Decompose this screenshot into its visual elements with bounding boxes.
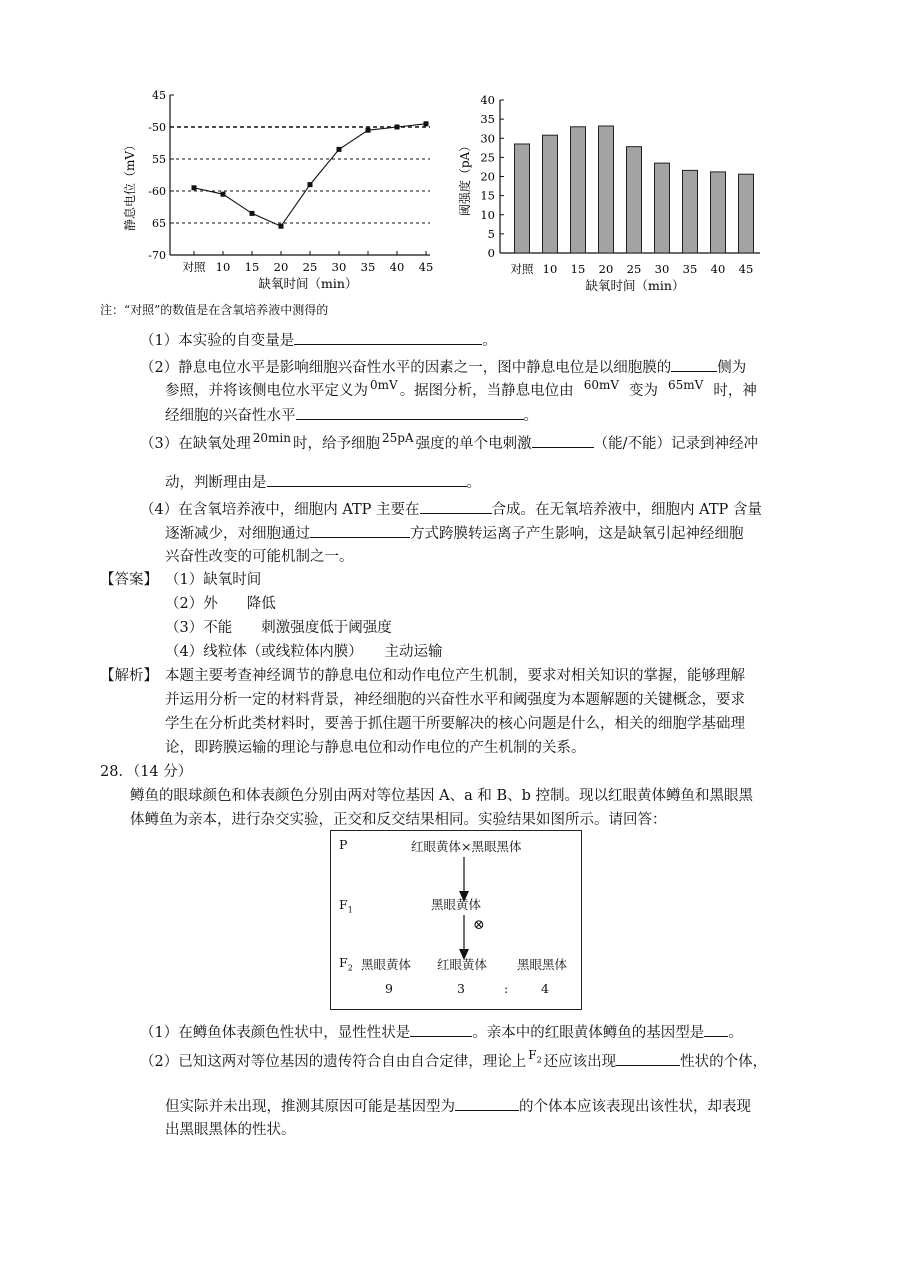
line-chart-series (192, 121, 429, 228)
bar-chart-bar (515, 144, 530, 253)
line-chart-x-tick-label: 35 (360, 260, 376, 274)
question-4-line-1 (140, 499, 762, 520)
q3-text-2end: 。 (466, 475, 481, 491)
line-chart-ylabel: 静息电位（mV） (123, 138, 137, 232)
bar-chart-x-tick-label: 40 (710, 262, 726, 276)
q28-2-blank-genotype[interactable] (455, 1096, 519, 1111)
resting-potential-chart (120, 85, 440, 295)
line-chart-series-line (194, 124, 426, 226)
diagram-ratio-1: 9 (385, 981, 393, 996)
self-cross-icon: ⊗ (473, 917, 485, 933)
line-chart-point (308, 182, 313, 187)
question-28-heading: 28．（14 分） (100, 764, 193, 780)
diagram-f1: 黑眼黄体 (431, 897, 482, 912)
threshold-intensity-chart (455, 90, 775, 300)
question-3-line-2 (165, 472, 481, 493)
diagram-ratio-2: 3 (457, 981, 465, 996)
line-chart-x-tick-label: 30 (331, 260, 347, 274)
line-chart-axes (170, 95, 430, 255)
q1-end: 。 (482, 333, 497, 349)
bar-chart-bar (711, 172, 726, 253)
question-2-line-3 (165, 405, 538, 426)
question-28-2-line-3: 出黑眼黑体的性状。 (165, 1122, 296, 1138)
q2-blank-excitability[interactable] (296, 405, 524, 420)
line-chart-x-tick-label: 对照 (182, 260, 206, 274)
chart-note: 注：“对照”的数值是在含氧培养液中测得的 (100, 303, 329, 317)
question-2-line-1 (140, 357, 746, 378)
q2-value-65mv: 65mV (668, 378, 704, 392)
q28-2-text-1c: 性状的个体， (680, 1054, 768, 1070)
bar-chart-y-tick-label: 30 (480, 131, 495, 146)
q28-2-f2-sub: 2 (536, 1055, 542, 1065)
question-4-line-3: 兴奋性改变的可能机制之一。 (165, 549, 354, 565)
line-chart-x-tick-label: 15 (244, 260, 260, 274)
analysis-line-3: 学生在分析此类材料时，要善于抓住题干所要解决的核心问题是什么，相关的细胞学基础理 (165, 716, 745, 732)
line-chart-xlabel: 缺氧时间（min） (258, 276, 358, 291)
answer-3: （3）不能 刺激强度低于阈强度 (165, 620, 392, 636)
q2-text-1a: （2）静息电位水平是影响细胞兴奋性水平的因素之一，图中静息电位是以细胞膜的 (140, 360, 672, 376)
bar-chart-y-tick-label: 0 (487, 246, 495, 260)
question-28-2-line-1 (140, 1048, 768, 1077)
q2-blank-side[interactable] (671, 357, 717, 372)
q2-text-1b: 侧为 (717, 360, 747, 376)
q3-text-1c: 强度的单个电刺激 (415, 436, 532, 452)
q28-2-text-1b: 还应该出现 (543, 1054, 617, 1070)
q28-2-text-2b: 的个体本应该表现出该性状，却表现 (519, 1099, 751, 1115)
bar-chart-x-tick-label: 15 (570, 262, 586, 276)
question-28-2-line-2 (165, 1096, 751, 1117)
diagram-parents: 红眼黄体×黑眼黑体 (411, 839, 522, 854)
analysis-line-2: 并运用分析一定的材料背景，神经细胞的兴奋性水平和阈强度为本题解题的关键概念，要求 (165, 692, 745, 708)
line-chart-y-tick-label: 55 (152, 153, 166, 166)
bar-chart-xlabel: 缺氧时间（min） (585, 278, 685, 293)
bar-chart-x-ticks (511, 262, 754, 276)
line-chart-y-tick-label: -70 (148, 249, 166, 262)
q3-value-25pa: 25pA (381, 431, 414, 445)
line-chart-x-tick-label: 40 (389, 260, 405, 274)
bar-chart-ylabel: 阈强度（pA） (458, 139, 472, 217)
diagram-ratio-3: 4 (541, 981, 549, 996)
q3-value-20min: 20min (252, 431, 291, 445)
bar-chart-y-tick-label: 40 (480, 93, 495, 107)
bar-chart-y-tick-label: 15 (480, 188, 495, 203)
analysis-line-1: 本题主要考查神经调节的静息电位和动作电位产生机制，要求对相关知识的掌握，能够理解 (165, 668, 745, 684)
bar-chart-x-tick-label: 10 (542, 262, 558, 276)
q1-text: （1）本实验的自变量是 (140, 333, 295, 349)
q2-value-0mv: 0mV (370, 378, 398, 392)
bar-chart-x-tick-label: 25 (626, 262, 642, 276)
line-chart-x-tick-label: 10 (215, 260, 231, 274)
q28-2-text-1a: （2）已知这两对等位基因的遗传符合自由自合定律，理论上 (140, 1054, 527, 1070)
q2-text-2a: 参照，并将该侧电位水平定义为 (165, 383, 368, 399)
analysis-label: 【解析】 (100, 668, 158, 684)
bar-chart-x-tick-label: 45 (738, 262, 754, 276)
q2-text-2c: 变为 (629, 383, 659, 399)
line-chart-dashed-lines (170, 127, 430, 223)
q3-text-1d: （能/不能）记录到神经冲 (593, 436, 758, 452)
q2-text-3end: 。 (523, 408, 538, 424)
bar-chart-y-tick-label: 20 (480, 169, 495, 184)
line-chart-x-tick-label: 45 (418, 260, 434, 274)
line-chart-point (250, 211, 255, 216)
q2-text-3: 经细胞的兴奋性水平 (165, 408, 296, 424)
line-chart-point (395, 125, 400, 130)
q28-1-text-c: 。 (728, 1025, 743, 1041)
diagram-f2-b: 红眼黄体 (437, 957, 488, 972)
line-chart-y-tick-label: 45 (152, 89, 166, 102)
line-chart-point (192, 185, 197, 190)
bar-chart-bar (571, 127, 586, 253)
question-1 (140, 330, 497, 351)
bar-chart-bars (515, 126, 754, 253)
q28-1-blank-genotype[interactable] (704, 1022, 728, 1037)
q3-text-1b: 时，给予细胞 (292, 436, 380, 452)
question-28-para-2: 体鳟鱼为亲本，进行杂交实验，正交和反交结果相同。实验结果如图所示。请回答： (130, 812, 667, 828)
bar-chart-bar (683, 170, 698, 253)
analysis-line-4: 论，即跨膜运输的理论与静息电位和动作电位的产生机制的关系。 (165, 740, 586, 756)
diagram-f1-label: $F_1$ (339, 897, 353, 915)
diagram-f2-label: $F_2$ (339, 955, 353, 973)
q28-1-blank-dominant[interactable] (410, 1022, 472, 1037)
bar-chart-x-tick-label: 20 (598, 262, 614, 276)
bar-chart-bar (627, 147, 642, 253)
line-chart-point (337, 147, 342, 152)
q4-text-1b: 合成。在无氧培养液中，细胞内 ATP 含量 (491, 502, 762, 518)
bar-chart-bar (739, 174, 754, 253)
diagram-ratio-colon: : (504, 981, 509, 996)
bar-chart-x-tick-label: 30 (654, 262, 670, 276)
q3-text-1a: （3）在缺氧处理 (140, 436, 251, 452)
q3-blank-can[interactable] (532, 433, 594, 448)
q4-text-1a: （4）在含氧培养液中，细胞内 ATP 主要在 (140, 502, 420, 518)
q28-2-blank-trait[interactable] (616, 1051, 680, 1066)
question-28-para-1: 鳟鱼的眼球颜色和体表颜色分别由两对等位基因 A、a 和 B、b 控制。现以红眼黄体鳟鱼和黑眼黑 (130, 788, 753, 804)
q3-text-2: 动，判断理由是 (165, 475, 267, 491)
bar-chart-y-tick-label: 35 (480, 112, 495, 127)
q28-2-f2: F (528, 1048, 537, 1062)
bar-chart-y-tick-label: 5 (487, 226, 495, 241)
answer-1: （1）缺氧时间 (165, 572, 262, 588)
bar-chart-bar (655, 163, 670, 253)
line-chart-point (279, 224, 284, 229)
q2-text-2b: 。据图分析，当静息电位由 (399, 383, 574, 399)
line-chart-y-tick-label: -50 (148, 121, 166, 134)
answer-label: 【答案】 (100, 572, 158, 588)
answer-2: （2）外 降低 (165, 596, 276, 612)
diagram-p-label: P (339, 837, 348, 852)
cross-diagram (330, 830, 582, 1010)
q28-1-text-b: 。亲本中的红眼黄体鳟鱼的基因型是 (472, 1025, 705, 1041)
line-chart-y-tick-label: 65 (152, 217, 166, 230)
line-chart-y-tick-label: -60 (148, 185, 166, 198)
diagram-f2-c: 黑眼黑体 (517, 957, 568, 972)
line-chart-x-tick-label: 25 (302, 260, 318, 274)
q4-text-2b: 方式跨膜转运离子产生影响，这是缺氧引起神经细胞 (410, 526, 744, 542)
bar-chart-bar (599, 126, 614, 253)
q28-1-text-a: （1）在鳟鱼体表颜色性状中，显性性状是 (140, 1025, 411, 1041)
question-4-line-2 (165, 523, 744, 544)
bar-chart-y-tick-label: 25 (480, 150, 495, 165)
q2-value-60mv: 60mV (583, 378, 620, 392)
bar-chart-y-tick-label: 10 (480, 207, 495, 222)
q4-blank-transport[interactable] (310, 523, 410, 538)
q4-text-2a: 逐渐减少，对细胞通过 (165, 526, 310, 542)
bar-chart-bar (543, 135, 558, 253)
line-chart-point (366, 128, 371, 133)
question-2-line-2 (165, 378, 757, 401)
bar-chart-x-tick-label: 35 (682, 262, 698, 276)
q2-text-2d: 时，神 (713, 383, 757, 399)
q28-2-text-2a: 但实际并未出现，推测其原因可能是基因型为 (165, 1099, 455, 1115)
question-28-1 (140, 1022, 743, 1043)
answer-4: （4）线粒体（或线粒体内膜） 主动运输 (165, 644, 443, 660)
line-chart-point (424, 121, 429, 126)
line-chart-x-tick-label: 20 (273, 260, 289, 274)
diagram-f2-a: 黑眼黄体 (361, 957, 412, 972)
question-3-line-1 (140, 433, 758, 454)
q3-blank-reason[interactable] (267, 472, 467, 487)
bar-chart-x-tick-label: 对照 (510, 262, 534, 276)
line-chart-point (221, 192, 226, 197)
q1-blank[interactable] (294, 330, 482, 345)
q4-blank-site[interactable] (420, 499, 492, 514)
